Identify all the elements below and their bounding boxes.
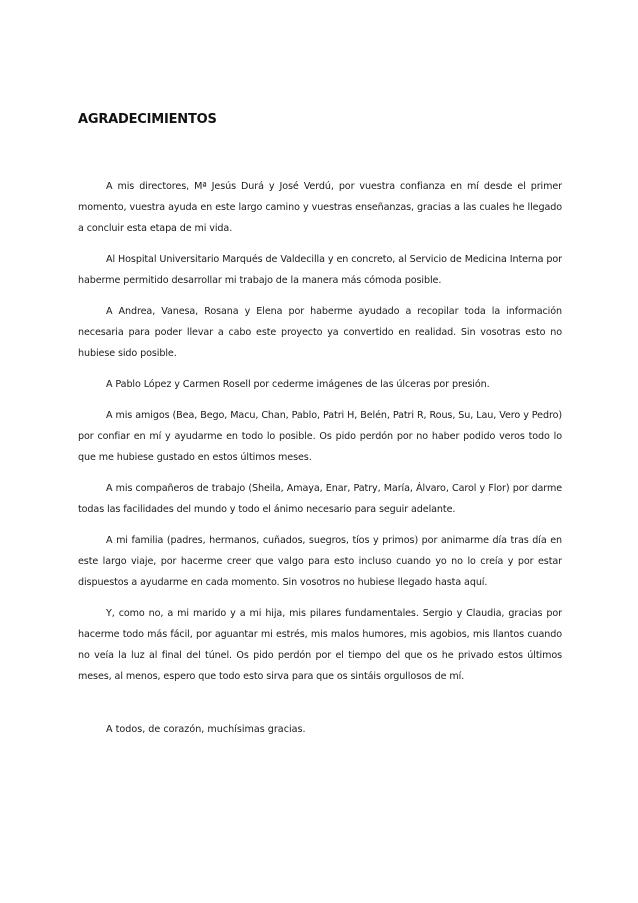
- page-title: AGRADECIMIENTOS: [78, 112, 217, 127]
- paragraph-imagenes: A Pablo López y Carmen Rosell por cederme imágenes de las úlceras por presión.: [106, 379, 490, 390]
- paragraph-marido-hija: Y, como no, a mi marido y a mi hija, mis pilares fundamentales. Sergio y Claudia, gracias por hacerme todo más fácil, por aguantar mi estrés, mis malos humores, mis agobios, mis llantos cuando no veía la luz al final del túnel. Os pido perdón por el tiempo del que os he privado estos últimos meses, al menos, espero que todo esto sirva para que os sintáis orgullosos de mí.: [78, 608, 562, 682]
- paragraph-amigos: A mis amigos (Bea, Bego, Macu, Chan, Pablo, Patri H, Belén, Patri R, Rous, Su, Lau, Vero y Pedro) por confiar en mí y ayudarme en todo lo posible. Os pido perdón por no haber podido veros todo lo que me hubiese gustado en estos últimos meses.: [78, 410, 562, 463]
- paragraph-familia: A mi familia (padres, hermanos, cuñados, suegros, tíos y primos) por animarme día tras día en este largo viaje, por hacerme creer que valgo para esto incluso cuando yo no lo creía y por estar dispuestos a ayudarme en cada momento. Sin vosotros no hubiese llegado hasta aquí.: [78, 535, 562, 588]
- document-page: [78, 0, 562, 903]
- paragraph-hospital: Al Hospital Universitario Marqués de Valdecilla y en concreto, al Servicio de Medicina Interna por haberme permitido desarrollar mi trabajo de la manera más cómoda posible.: [78, 254, 562, 286]
- paragraph-directores: A mis directores, Mª Jesús Durá y José Verdú, por vuestra confianza en mí desde el primer momento, vuestra ayuda en este largo camino y vuestras enseñanzas, gracias a las cuales he llegado a concluir esta etapa de mi vida.: [78, 181, 562, 234]
- closing-line: A todos, de corazón, muchísimas gracias.: [106, 724, 306, 735]
- paragraph-colaboradoras: A Andrea, Vanesa, Rosana y Elena por haberme ayudado a recopilar toda la información necesaria para poder llevar a cabo este proyecto ya convertido en realidad. Sin vosotras esto no hubiese sido posible.: [78, 306, 562, 359]
- paragraph-companeros: A mis compañeros de trabajo (Sheila, Amaya, Enar, Patry, María, Álvaro, Carol y Flor) por darme todas las facilidades del mundo y todo el ánimo necesario para seguir adelante.: [78, 483, 562, 515]
- document-body: [78, 176, 562, 740]
